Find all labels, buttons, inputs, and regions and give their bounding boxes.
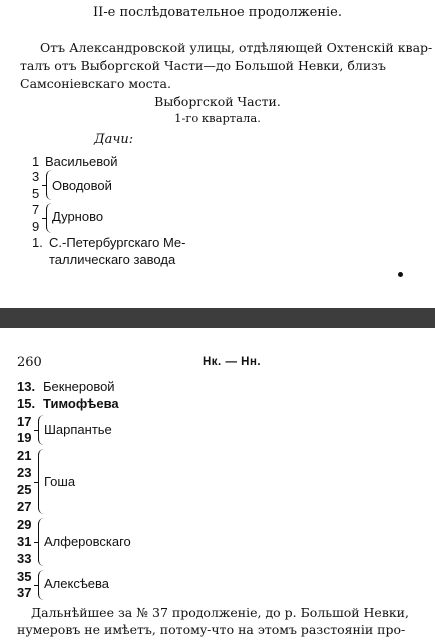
intro-text-line-1: Отъ Александровской улицы, отдѣляющей Охтенскій квар-	[40, 40, 433, 55]
entry-number: 17	[17, 414, 32, 429]
quarter-title: 1-го квартала.	[174, 111, 261, 125]
entry-number: 3	[32, 169, 40, 184]
upper-page	[0, 0, 435, 308]
entry-name: Алферовскаго	[44, 534, 131, 549]
footer-text-line-2: нумеровъ не имѣетъ, потому-что на этомъ разстояніи про-	[17, 622, 406, 637]
entry-number: 5	[32, 186, 40, 201]
entry-number: 15.	[17, 396, 36, 411]
entry-name: Оводовой	[52, 178, 112, 193]
entry-number: 27	[17, 499, 32, 514]
entry-name: Шарпантье	[44, 422, 112, 437]
page-gap-band	[0, 308, 435, 328]
entry-name: Васильевой	[45, 154, 118, 169]
entry-name: Алексѣева	[44, 576, 110, 591]
lower-page	[0, 328, 435, 643]
entry-number: 13.	[17, 379, 36, 394]
entry-number: 21	[17, 448, 32, 463]
footer-text-line-1: Дальнѣйшее за № 37 продолженіе, до р. Большой Невки,	[31, 605, 409, 620]
entry-name: Бекнеровой	[43, 379, 115, 394]
running-head: Нк. — Нн.	[203, 356, 262, 368]
entry-number: 37	[17, 585, 32, 600]
entry-number: 1.	[32, 235, 43, 250]
entry-name: Дурново	[52, 209, 104, 224]
section-label: Дачи:	[94, 132, 134, 147]
entry-number: 35	[17, 569, 32, 584]
entry-number: 9	[32, 219, 40, 234]
entry-number: 25	[17, 482, 32, 497]
entry-number: 7	[32, 202, 40, 217]
entry-number: 31	[17, 534, 32, 549]
part-title: Выборгской Части.	[154, 94, 281, 109]
entry-number: 29	[17, 517, 32, 532]
entry-number: 1	[32, 154, 40, 169]
entry-name-line-2: таллическаго завода	[49, 252, 176, 267]
page-number: 260	[17, 355, 42, 370]
continuation-heading: II-е послѣдовательное продолженіе.	[93, 5, 342, 20]
intro-text-line-3: Самсоніевскаго моста.	[20, 76, 171, 91]
entry-name: Тимофѣева	[43, 396, 119, 411]
entry-number: 33	[17, 551, 32, 566]
entry-number: 23	[17, 465, 32, 480]
intro-text-line-2: талъ отъ Выборгской Части—до Большой Невки, близъ	[20, 58, 386, 73]
entry-number: 19	[17, 430, 32, 445]
ink-blot	[398, 272, 403, 277]
entry-name-line-1: С.-Петербургскаго Ме-	[49, 235, 186, 250]
entry-name: Гоша	[44, 474, 76, 489]
